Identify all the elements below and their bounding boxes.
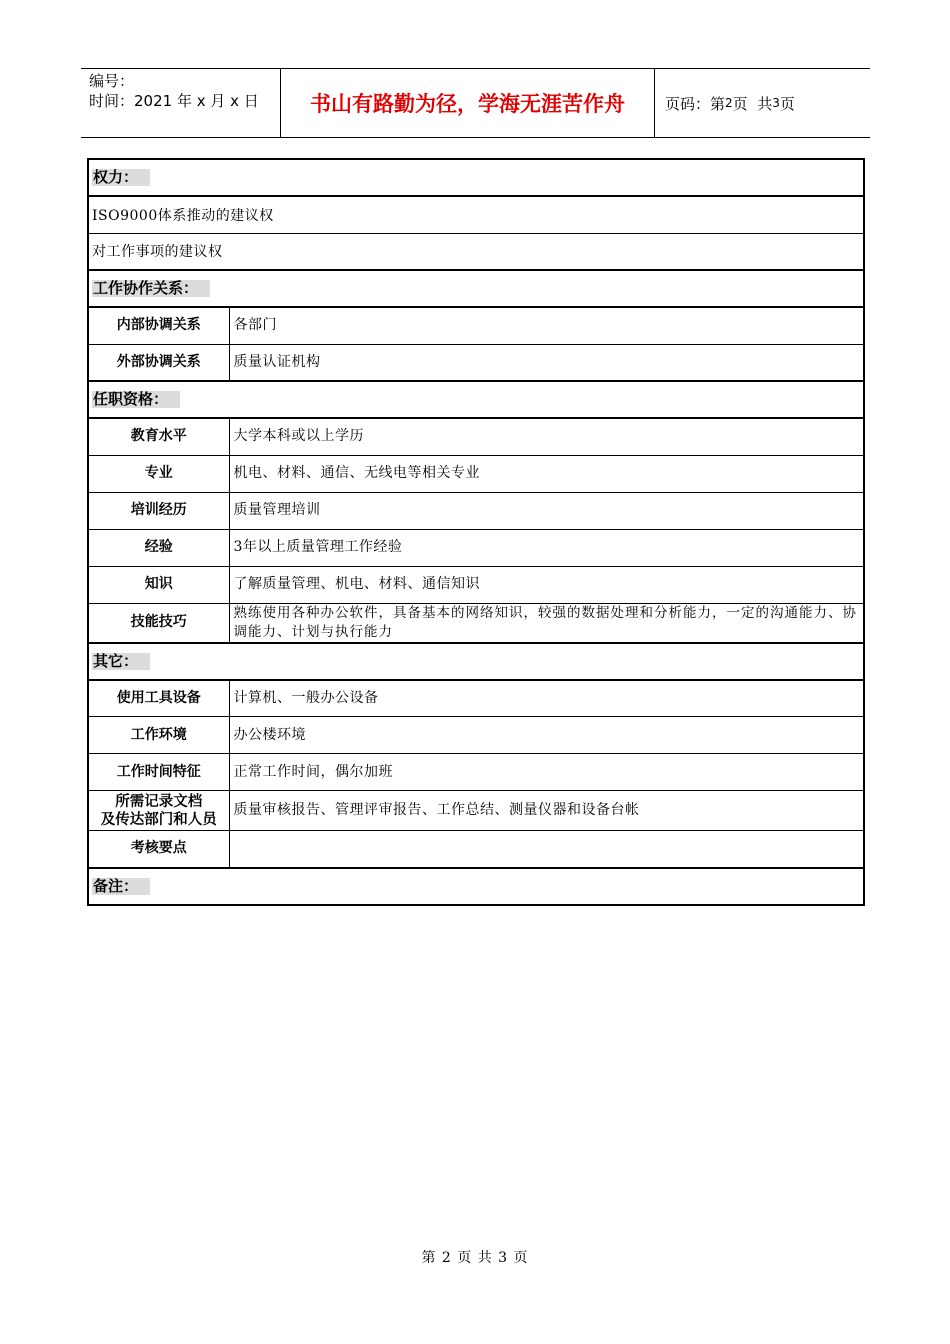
table-row: [88, 233, 864, 270]
header-page-current: 2: [725, 96, 733, 110]
section-title-cooperation: 工作协作关系：: [92, 280, 210, 297]
row-value: 计算机、一般办公设备: [229, 680, 864, 717]
section-other: [88, 643, 864, 680]
table-row: [88, 566, 864, 603]
section-cooperation: [88, 270, 864, 307]
authority-item: ISO9000体系推动的建议权: [88, 196, 864, 233]
job-description-table: [87, 158, 865, 906]
table-row: [88, 455, 864, 492]
table-row: [88, 754, 864, 791]
table-row: [88, 680, 864, 717]
table-row: [88, 831, 864, 868]
row-value: 各部门: [229, 307, 864, 344]
table-row: [88, 791, 864, 831]
row-label: 培训经历: [88, 492, 229, 529]
row-value: 机电、材料、通信、无线电等相关专业: [229, 455, 864, 492]
row-value: 3年以上质量管理工作经验: [229, 529, 864, 566]
row-label: 外部协调关系: [88, 344, 229, 381]
table-row: [88, 492, 864, 529]
authority-item: 对工作事项的建议权: [88, 233, 864, 270]
header-page-number: 页码：第 2 页 共 3 页: [665, 94, 795, 113]
section-title-notes: 备注：: [92, 878, 150, 895]
row-label: 工作环境: [88, 717, 229, 754]
row-value: 正常工作时间，偶尔加班: [229, 754, 864, 791]
table-row: [88, 196, 864, 233]
row-label: 工作时间特征: [88, 754, 229, 791]
row-label: 考核要点: [88, 831, 229, 868]
section-title-authority: 权力：: [92, 169, 150, 186]
section-qualification: [88, 381, 864, 418]
table-row: [88, 418, 864, 455]
table-row: [88, 603, 864, 643]
header-number: 编号：: [89, 72, 135, 90]
row-value: [229, 831, 864, 868]
section-title-other: 其它：: [92, 653, 150, 670]
row-value: 质量管理培训: [229, 492, 864, 529]
table-row: [88, 307, 864, 344]
row-value: 质量审核报告、管理评审报告、工作总结、测量仪器和设备台帐: [229, 791, 864, 831]
header-page-total: 3: [772, 96, 780, 110]
row-value: 办公楼环境: [229, 717, 864, 754]
row-value: 大学本科或以上学历: [229, 418, 864, 455]
row-label: 技能技巧: [88, 603, 229, 643]
header-motto: 书山有路勤为径，学海无涯苦作舟: [281, 69, 655, 137]
row-label: 使用工具设备: [88, 680, 229, 717]
row-label: 知识: [88, 566, 229, 603]
table-row: [88, 529, 864, 566]
row-label: 经验: [88, 529, 229, 566]
row-value: 熟练使用各种办公软件，具备基本的网络知识，较强的数据处理和分析能力，一定的沟通能力、协调能力、计划与执行能力: [229, 603, 864, 643]
row-label: 教育水平: [88, 418, 229, 455]
section-title-qualification: 任职资格：: [92, 391, 180, 408]
page-footer: 第 2 页 共 3 页: [421, 1250, 529, 1266]
row-label: 所需记录文档 及传达部门和人员: [88, 791, 229, 831]
row-label: 专业: [88, 455, 229, 492]
row-value: 质量认证机构: [229, 344, 864, 381]
table-row: [88, 344, 864, 381]
header-time: 时间：2021 年 x 月 x 日: [89, 92, 259, 110]
row-label: 内部协调关系: [88, 307, 229, 344]
row-value: 了解质量管理、机电、材料、通信知识: [229, 566, 864, 603]
table-row: [88, 717, 864, 754]
section-authority: [88, 159, 864, 196]
header-meta: [81, 69, 281, 137]
section-notes: [88, 868, 864, 905]
page-header: [81, 68, 870, 138]
